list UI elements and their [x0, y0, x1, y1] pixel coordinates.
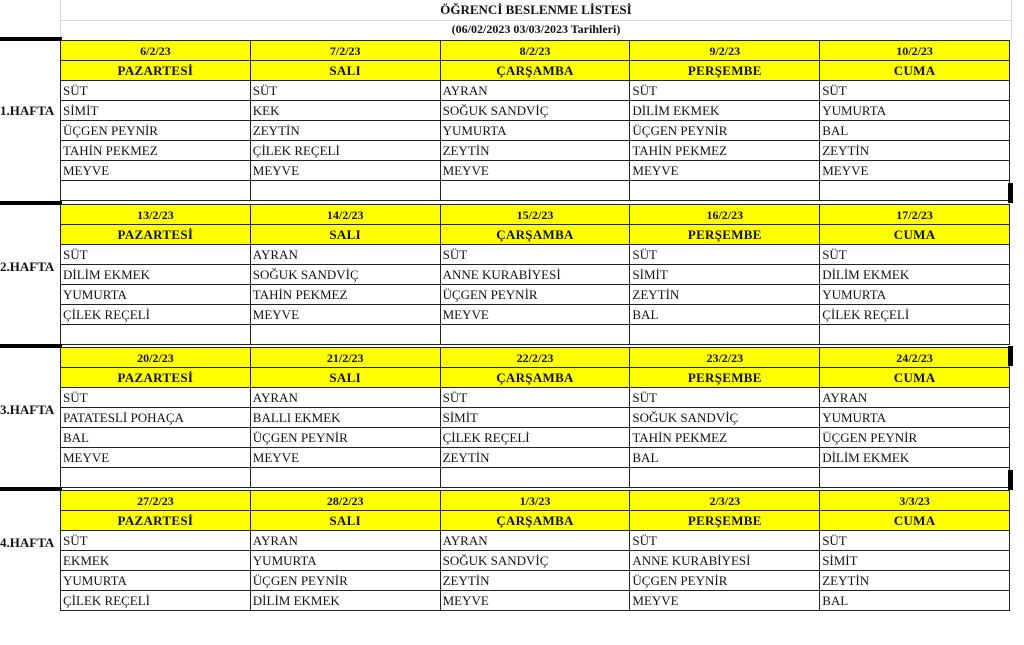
menu-row: [61, 551, 1010, 571]
menu-cell: SÜT: [440, 388, 630, 408]
menu-row: [61, 571, 1010, 591]
date-cell: 14/2/23: [250, 205, 440, 225]
blank-row: [61, 468, 1010, 488]
date-cell: 2/3/23: [630, 491, 820, 511]
menu-row: [61, 531, 1010, 551]
date-cell: 1/3/23: [440, 491, 630, 511]
menu-cell: SİMİT: [61, 101, 251, 121]
menu-cell: YUMURTA: [61, 571, 251, 591]
day-cell: PERŞEMBE: [630, 368, 820, 388]
menu-cell: SÜT: [250, 81, 440, 101]
menu-cell: MEYVE: [820, 161, 1010, 181]
blank-cell: [440, 468, 630, 488]
menu-cell: SİMİT: [440, 408, 630, 428]
blank-cell: [250, 181, 440, 201]
menu-cell: MEYVE: [630, 161, 820, 181]
menu-cell: BAL: [61, 428, 251, 448]
menu-cell: AYRAN: [440, 531, 630, 551]
menu-row: [61, 265, 1010, 285]
menu-cell: SÜT: [630, 245, 820, 265]
blank-cell: [630, 325, 820, 345]
week-label: 3.HAFTA: [0, 401, 55, 417]
menu-cell: ZEYTİN: [250, 121, 440, 141]
menu-row: [61, 388, 1010, 408]
menu-cell: YUMURTA: [250, 551, 440, 571]
day-cell: SALI: [250, 368, 440, 388]
menu-cell: SOĞUK SANDVİÇ: [440, 551, 630, 571]
date-cell: 7/2/23: [250, 41, 440, 61]
menu-cell: ÇİLEK REÇELİ: [61, 305, 251, 325]
menu-cell: BAL: [630, 448, 820, 468]
day-cell: SALI: [250, 61, 440, 81]
menu-cell: ÜÇGEN PEYNİR: [440, 285, 630, 305]
menu-cell: MEYVE: [61, 448, 251, 468]
week-table: [60, 490, 1010, 611]
menu-cell: YUMURTA: [820, 408, 1010, 428]
menu-row: [61, 81, 1010, 101]
menu-row: [61, 141, 1010, 161]
day-cell: CUMA: [820, 225, 1010, 245]
menu-cell: TAHİN PEKMEZ: [630, 428, 820, 448]
menu-cell: ÜÇGEN PEYNİR: [250, 571, 440, 591]
date-cell: 3/3/23: [820, 491, 1010, 511]
menu-cell: TAHİN PEKMEZ: [61, 141, 251, 161]
menu-cell: SÜT: [61, 531, 251, 551]
menu-cell: ZEYTİN: [440, 571, 630, 591]
menu-cell: SİMİT: [820, 551, 1010, 571]
day-cell: PAZARTESİ: [61, 511, 251, 531]
date-cell: 17/2/23: [820, 205, 1010, 225]
date-cell: 21/2/23: [250, 348, 440, 368]
menu-cell: ÜÇGEN PEYNİR: [630, 571, 820, 591]
day-cell: PAZARTESİ: [61, 61, 251, 81]
menu-row: [61, 161, 1010, 181]
menu-cell: MEYVE: [61, 161, 251, 181]
week-table: [60, 204, 1010, 345]
menu-cell: ÜÇGEN PEYNİR: [250, 428, 440, 448]
day-cell: ÇARŞAMBA: [440, 61, 630, 81]
menu-row: [61, 101, 1010, 121]
day-cell: ÇARŞAMBA: [440, 511, 630, 531]
menu-cell: YUMURTA: [820, 101, 1010, 121]
menu-cell: ANNE KURABİYESİ: [630, 551, 820, 571]
menu-cell: BAL: [630, 305, 820, 325]
sheet-subtitle: (06/02/2023 03/03/2023 Tarihleri): [60, 20, 1012, 39]
blank-cell: [250, 325, 440, 345]
menu-cell: BAL: [820, 121, 1010, 141]
menu-cell: SÜT: [61, 81, 251, 101]
menu-cell: BALLI EKMEK: [250, 408, 440, 428]
day-cell: CUMA: [820, 61, 1010, 81]
date-cell: 6/2/23: [61, 41, 251, 61]
date-cell: 20/2/23: [61, 348, 251, 368]
menu-row: [61, 245, 1010, 265]
menu-cell: ÜÇGEN PEYNİR: [820, 428, 1010, 448]
menu-row: [61, 591, 1010, 611]
blank-cell: [61, 325, 251, 345]
blank-cell: [820, 468, 1010, 488]
menu-cell: SÜT: [820, 245, 1010, 265]
date-cell: 16/2/23: [630, 205, 820, 225]
menu-cell: TAHİN PEKMEZ: [630, 141, 820, 161]
sheet-title: ÖĞRENCİ BESLENME LİSTESİ: [60, 0, 1012, 21]
date-cell: 9/2/23: [630, 41, 820, 61]
date-cell: 23/2/23: [630, 348, 820, 368]
menu-cell: SÜT: [630, 388, 820, 408]
date-cell: 28/2/23: [250, 491, 440, 511]
menu-cell: ÇİLEK REÇELİ: [250, 141, 440, 161]
week-table: [60, 40, 1010, 201]
menu-cell: ZEYTİN: [440, 141, 630, 161]
week-label: 4.HAFTA: [0, 535, 55, 550]
menu-cell: KEK: [250, 101, 440, 121]
menu-cell: DİLİM EKMEK: [630, 101, 820, 121]
menu-cell: SÜT: [61, 245, 251, 265]
day-row: [61, 368, 1010, 388]
date-row: [61, 491, 1010, 511]
blank-cell: [630, 468, 820, 488]
menu-cell: ÇİLEK REÇELİ: [820, 305, 1010, 325]
menu-cell: ÇİLEK REÇELİ: [61, 591, 251, 611]
week-label: 2.HAFTA: [0, 258, 55, 274]
menu-cell: ZEYTİN: [630, 285, 820, 305]
day-cell: SALI: [250, 225, 440, 245]
blank-row: [61, 325, 1010, 345]
menu-cell: ANNE KURABİYESİ: [440, 265, 630, 285]
day-cell: SALI: [250, 511, 440, 531]
menu-cell: SÜT: [440, 245, 630, 265]
menu-cell: SOĞUK SANDVİÇ: [440, 101, 630, 121]
blank-cell: [630, 181, 820, 201]
menu-cell: TAHİN PEKMEZ: [250, 285, 440, 305]
menu-cell: PATATESLİ POHAÇA: [61, 408, 251, 428]
menu-cell: AYRAN: [820, 388, 1010, 408]
menu-row: [61, 285, 1010, 305]
date-row: [61, 348, 1010, 368]
menu-row: [61, 448, 1010, 468]
menu-cell: YUMURTA: [440, 121, 630, 141]
date-cell: 22/2/23: [440, 348, 630, 368]
day-cell: CUMA: [820, 368, 1010, 388]
week-label: 1.HAFTA: [0, 103, 55, 118]
menu-cell: MEYVE: [250, 448, 440, 468]
day-cell: ÇARŞAMBA: [440, 368, 630, 388]
date-cell: 15/2/23: [440, 205, 630, 225]
blank-row: [61, 181, 1010, 201]
day-cell: PERŞEMBE: [630, 225, 820, 245]
menu-cell: MEYVE: [630, 591, 820, 611]
blank-cell: [61, 468, 251, 488]
menu-cell: SOĞUK SANDVİÇ: [630, 408, 820, 428]
menu-cell: ÜÇGEN PEYNİR: [630, 121, 820, 141]
date-cell: 24/2/23: [820, 348, 1010, 368]
menu-cell: AYRAN: [250, 531, 440, 551]
edge-mark: [1008, 183, 1013, 203]
date-cell: 27/2/23: [61, 491, 251, 511]
week-table: [60, 347, 1010, 488]
menu-cell: ZEYTİN: [440, 448, 630, 468]
menu-cell: YUMURTA: [61, 285, 251, 305]
menu-cell: SİMİT: [630, 265, 820, 285]
blank-cell: [440, 181, 630, 201]
menu-row: [61, 428, 1010, 448]
blank-cell: [820, 325, 1010, 345]
menu-cell: YUMURTA: [820, 285, 1010, 305]
date-cell: 13/2/23: [61, 205, 251, 225]
day-row: [61, 61, 1010, 81]
menu-row: [61, 305, 1010, 325]
date-row: [61, 41, 1010, 61]
blank-cell: [250, 468, 440, 488]
menu-cell: SÜT: [630, 531, 820, 551]
edge-mark: [1008, 470, 1013, 490]
menu-cell: AYRAN: [250, 245, 440, 265]
menu-cell: BAL: [820, 591, 1010, 611]
menu-cell: DİLİM EKMEK: [250, 591, 440, 611]
day-cell: PERŞEMBE: [630, 511, 820, 531]
menu-cell: SOĞUK SANDVİÇ: [250, 265, 440, 285]
date-cell: 10/2/23: [820, 41, 1010, 61]
menu-cell: MEYVE: [440, 161, 630, 181]
day-cell: ÇARŞAMBA: [440, 225, 630, 245]
day-cell: PAZARTESİ: [61, 368, 251, 388]
day-cell: PERŞEMBE: [630, 61, 820, 81]
menu-cell: MEYVE: [440, 591, 630, 611]
day-cell: CUMA: [820, 511, 1010, 531]
menu-cell: ZEYTİN: [820, 571, 1010, 591]
menu-cell: SÜT: [820, 81, 1010, 101]
date-cell: 8/2/23: [440, 41, 630, 61]
menu-cell: AYRAN: [250, 388, 440, 408]
menu-row: [61, 121, 1010, 141]
menu-cell: ÜÇGEN PEYNİR: [61, 121, 251, 141]
menu-cell: MEYVE: [250, 305, 440, 325]
menu-cell: ÇİLEK REÇELİ: [440, 428, 630, 448]
edge-mark: [1008, 346, 1013, 366]
menu-cell: DİLİM EKMEK: [820, 265, 1010, 285]
menu-cell: MEYVE: [440, 305, 630, 325]
menu-cell: AYRAN: [440, 81, 630, 101]
menu-cell: ZEYTİN: [820, 141, 1010, 161]
blank-cell: [820, 181, 1010, 201]
blank-cell: [61, 181, 251, 201]
menu-row: [61, 408, 1010, 428]
day-cell: PAZARTESİ: [61, 225, 251, 245]
blank-cell: [440, 325, 630, 345]
menu-cell: SÜT: [61, 388, 251, 408]
date-row: [61, 205, 1010, 225]
menu-cell: MEYVE: [250, 161, 440, 181]
menu-cell: DİLİM EKMEK: [61, 265, 251, 285]
menu-cell: DİLİM EKMEK: [820, 448, 1010, 468]
menu-cell: EKMEK: [61, 551, 251, 571]
menu-cell: SÜT: [820, 531, 1010, 551]
day-row: [61, 511, 1010, 531]
day-row: [61, 225, 1010, 245]
menu-cell: SÜT: [630, 81, 820, 101]
